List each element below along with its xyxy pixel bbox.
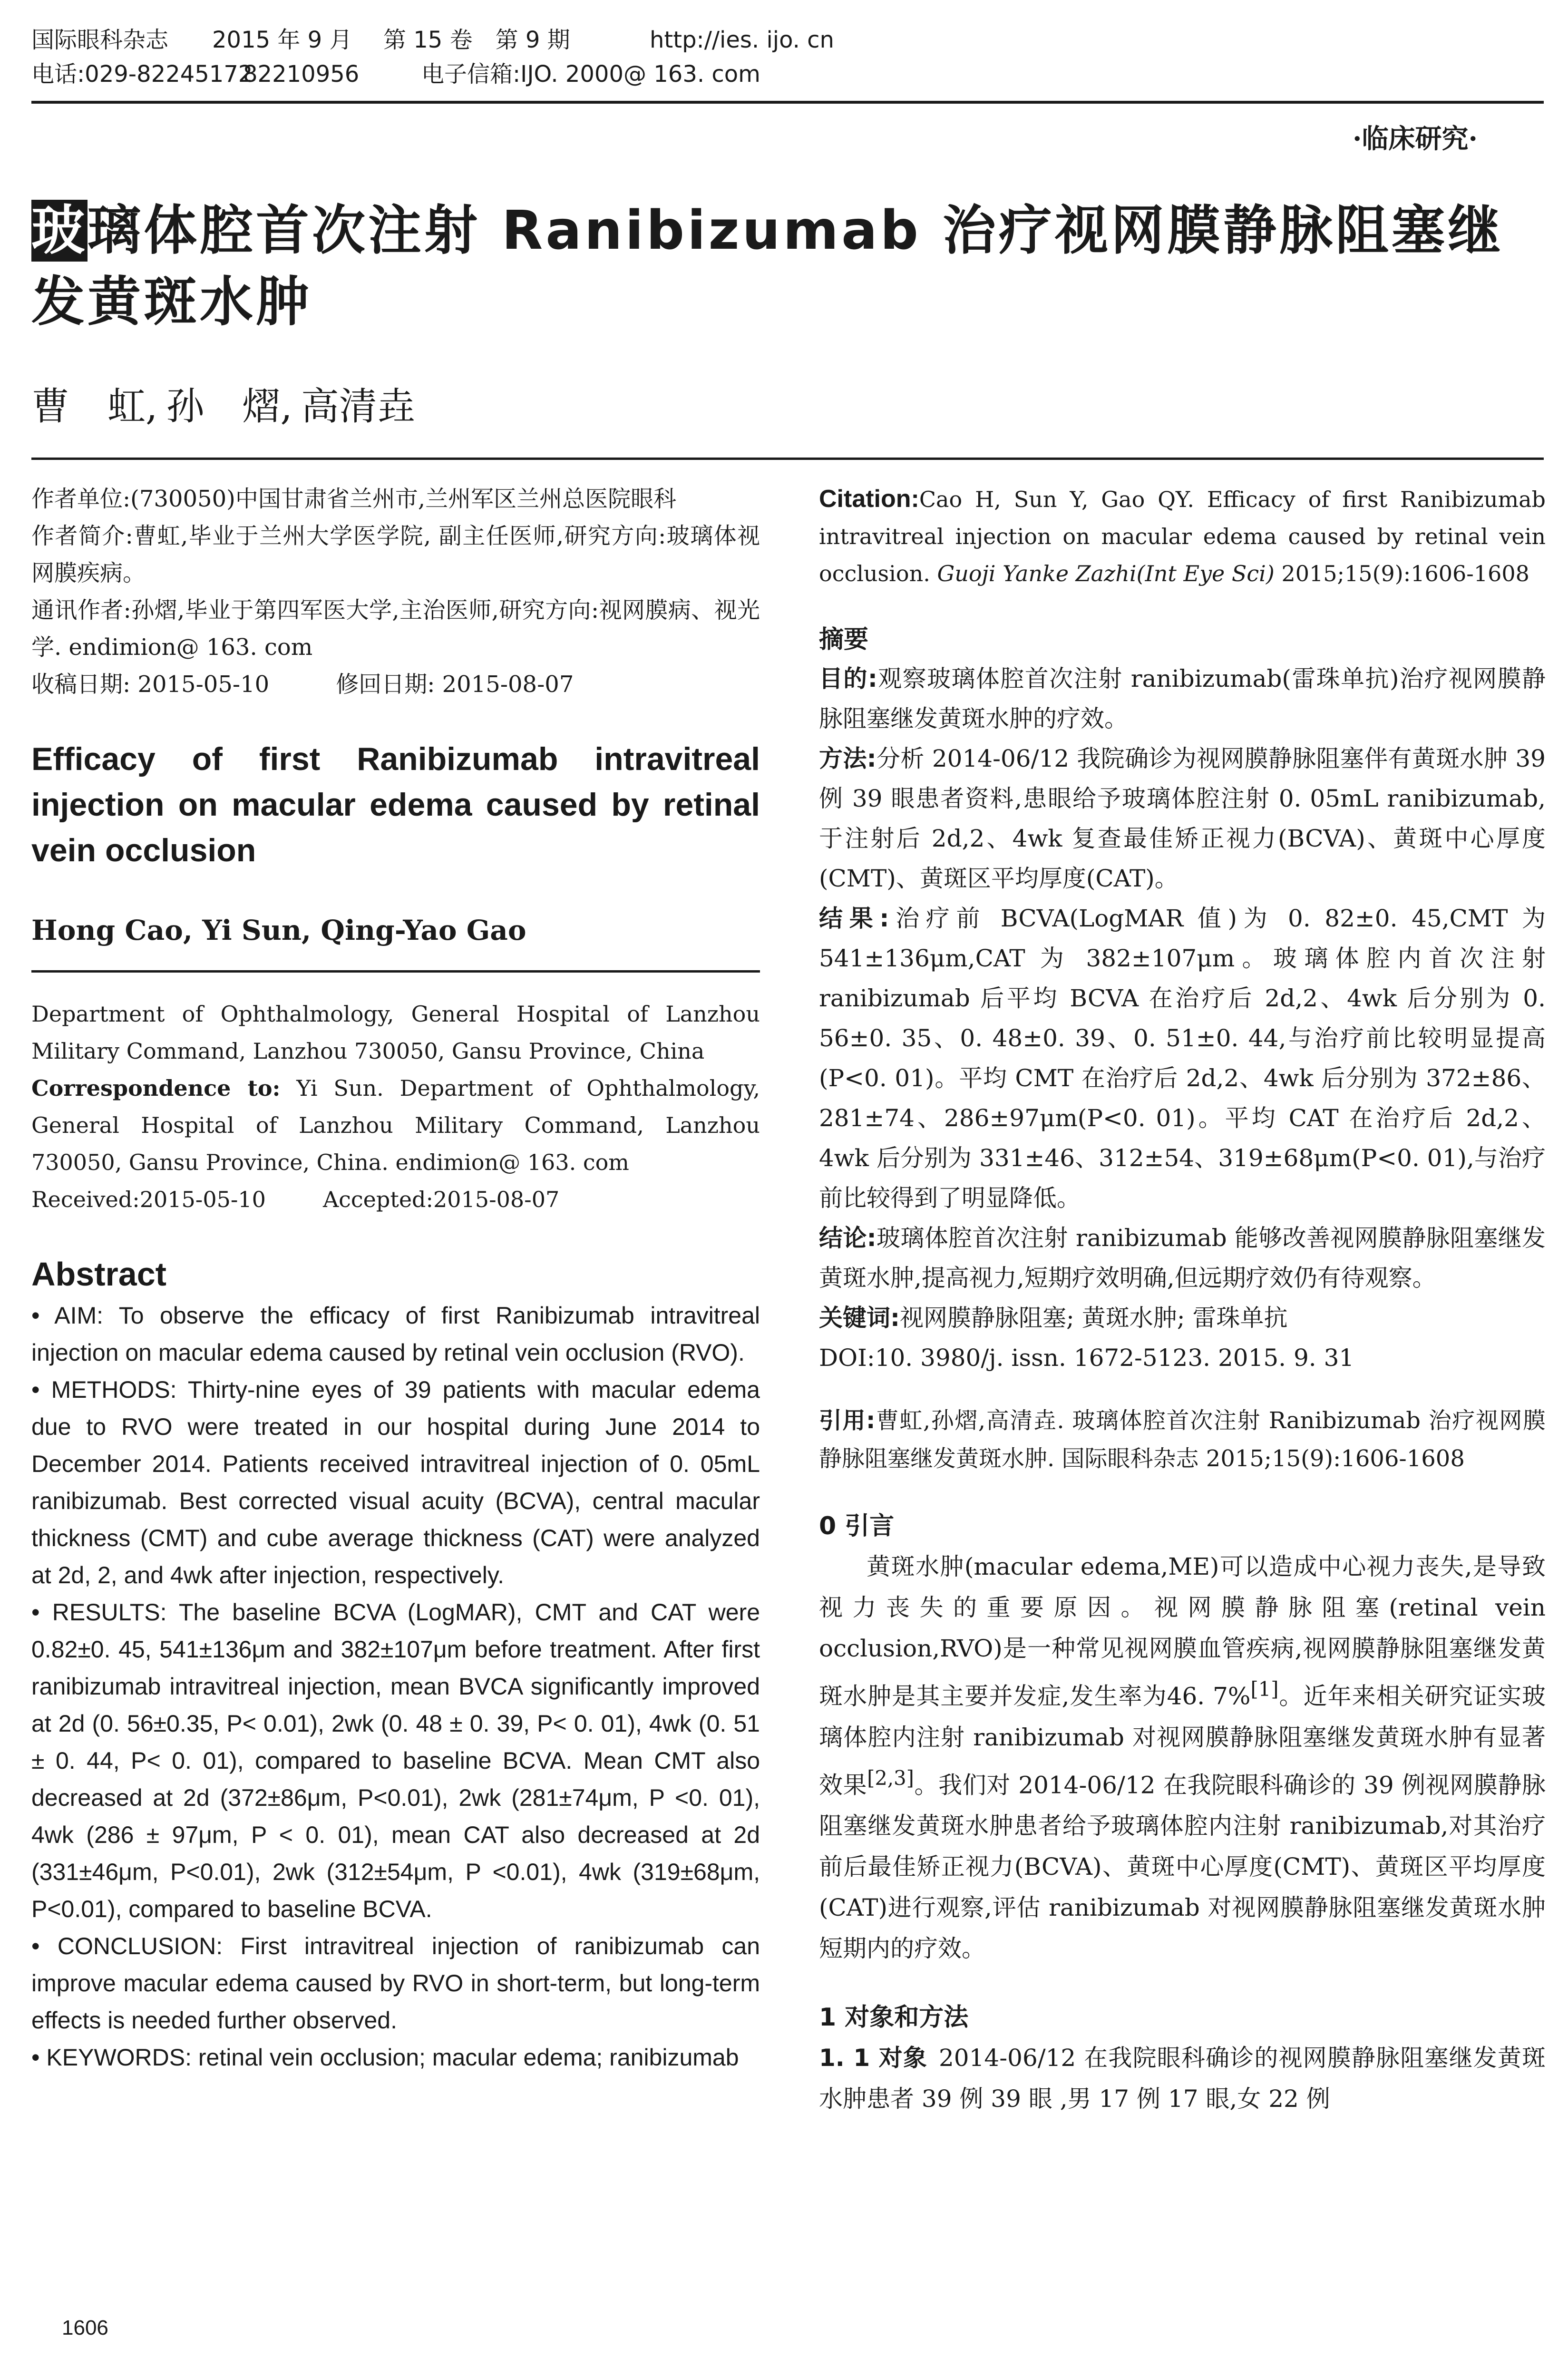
revised-date: 修回日期: 2015-08-07 (336, 671, 574, 698)
cn-conclusion-text: 玻璃体腔首次注射 ranibizumab 能够改善视网膜静脉阻塞继发黄斑水肿,提高视力,短期疗效明确,但远期疗效仍有待观察。 (819, 1224, 1546, 1292)
chinese-abstract (819, 659, 1546, 1378)
methods-section (819, 2037, 1546, 2119)
cn-aim-label: 目的: (819, 665, 877, 692)
english-authors-divider (31, 970, 760, 973)
cn-keywords (819, 1298, 1546, 1338)
volume-issue: 第 15 卷 第 9 期 (383, 27, 570, 53)
cn-results-label: 结果: (819, 905, 889, 932)
citation-tail: 2015;15(9):1606-1608 (1274, 561, 1529, 586)
intro-text-a: 黄斑水肿(macular edema,ME)可以造成中心视力丧失,是导致视力丧失的重要原因。视网膜静脉阻塞(retinal vein occlusion,RVO)是一种常见视网膜血管疾病,视网膜静脉阻塞继发黄斑水肿是其主要并发症,发生率为46. 7% (819, 1553, 1546, 1710)
cn-keywords-text: 视网膜静脉阻塞; 黄斑水肿; 雷珠单抗 (900, 1304, 1288, 1332)
phone-number: 电话:029-82245172 (31, 61, 253, 88)
abstract-methods: • METHODS: Thirty-nine eyes of 39 patients with macular edema due to RVO were treated in our hospital during June 2014 to December 2014. Patients received intravitreal injection of 0. 05mL ranibizumab. Best corrected visual acuity (BCVA), central macular thickness (CMT) and cube average thickness (CAT) were analyzed at 2d, 2, and 4wk after injection, respectively. (31, 1376, 760, 1588)
introduction (819, 1546, 1546, 1969)
section-tag: ·临床研究· (1353, 123, 1478, 155)
received-date: 收稿日期: 2015-05-10 (31, 671, 270, 698)
abstract-aim: • AIM: To observe the efficacy of first Ranibizumab intravitreal injection on macular edema caused by retinal vein occlusion (RVO). (31, 1302, 760, 1366)
page-number: 1606 (62, 2316, 108, 2339)
chinese-authors (31, 380, 424, 433)
cn-conclusion (819, 1218, 1546, 1298)
author-2: 孙 熠, (166, 384, 292, 429)
abstract-conclusion: • CONCLUSION: First intravitreal injection of ranibizumab can improve macular edema caused by RVO in short-term, but long-term effects is needed further observed. (31, 1933, 760, 2034)
article-dates (31, 666, 760, 703)
chinese-abstract-heading: 摘要 (819, 625, 869, 654)
author-1: 曹 虹, (31, 384, 158, 429)
author-unit: 作者单位:(730050)中国甘肃省兰州市,兰州军区兰州总医院眼科 (31, 486, 677, 512)
ref-2-3[interactable]: [2,3] (867, 1766, 914, 1790)
english-authors: Hong Cao, Yi Sun, Qing-Yao Gao (31, 914, 526, 946)
methods-subjects (819, 2037, 1546, 2119)
abstract-results: • RESULTS: The baseline BCVA (LogMAR), CMT and CAT were 0.82±0. 45, 541±136μm and 382±107μm before treatment. After first ranibizumab intravitreal injection, mean BVCA significantly improved at 2d (0. 56±0.35, P< 0.01), 2wk (0. 48 ± 0. 39, P< 0. 01), 4wk (0. 51 ± 0. 44, P< 0. 01), compared to baseline BCVA. Mean CMT also decreased at 2d (372±86μm, P<0.01), 2wk (281±74μm, P <0. 01), 4wk (286 ± 97μm, P < 0. 01), mean CAT also decreased at 2d (331±46μm, P<0.01), 2wk (312±54μm, P <0.01), 4wk (319±68μm, P<0.01), compared to baseline BCVA. (31, 1599, 760, 1922)
citation-text: Cao H, Sun Y, Gao QY. Efficacy of first Ranibizumab intravitreal injection on macular edema caused by retinal vein occlusion. (819, 487, 1546, 586)
cn-methods-label: 方法: (819, 745, 877, 772)
author-bio: 作者简介:曹虹,毕业于兰州大学医学院, 副主任医师,研究方向:玻璃体视网膜疾病。 (31, 523, 760, 586)
journal-name: 国际眼科杂志 (31, 27, 169, 53)
cn-methods (819, 739, 1546, 898)
en-dates (31, 1181, 760, 1218)
cn-conclusion-label: 结论: (819, 1224, 877, 1252)
journal-header (31, 23, 1544, 91)
journal-email: 电子信箱:IJO. 2000@ 163. com (421, 61, 760, 88)
cn-keywords-label: 关键词: (819, 1304, 900, 1332)
subjects-text: 2014-06/12 在我院眼科确诊的视网膜静脉阻塞继发黄斑水肿患者 39 例 39 眼 ,男 17 例 17 眼,女 22 例 (819, 2044, 1546, 2113)
intro-text-b: 。近年来相关研究证实玻璃体腔内注射 ranibizumab 对视网膜静脉阻塞继发黄斑水肿有显著效果 (819, 1682, 1546, 1799)
citation-journal: Guoji Yanke Zazhi(Int Eye Sci) (937, 561, 1275, 586)
abstract-keywords: • KEYWORDS: retinal vein occlusion; macular edema; ranibizumab (31, 2044, 739, 2071)
ref-1[interactable]: [1] (1250, 1677, 1279, 1701)
header-divider (31, 101, 1544, 104)
doi[interactable]: DOI:10. 3980/j. issn. 1672-5123. 2015. 9. 31 (819, 1344, 1354, 1372)
citation (819, 480, 1546, 592)
title-first-char: 玻 (31, 200, 88, 262)
en-received: Received:2015-05-10 (31, 1187, 266, 1212)
author-info (31, 480, 760, 703)
left-column (31, 480, 760, 2076)
correspondence (31, 1070, 760, 1181)
intro-text-c: 。我们对 2014-06/12 在我院眼科确诊的 39 例视网膜静脉阻塞继发黄斑水肿患者给予玻璃体腔内注射 ranibizumab,对其治疗前后最佳矫正视力(BCVA)、黄斑中心厚度(CMT)、黄斑区平均厚度(CAT)进行观察,评估 ranibizumab 对视网膜静脉阻塞继发黄斑水肿短期内的疗效。 (819, 1771, 1546, 1963)
corresponding-author: 通讯作者:孙熠,毕业于第四军医大学,主治医师,研究方向:视网膜病、视光学. endimion@ 163. com (31, 597, 760, 661)
subjects-label: 1. 1 对象 (819, 2044, 927, 2072)
methods-heading: 1 对象和方法 (819, 2003, 969, 2032)
intro-heading: 0 引言 (819, 1512, 895, 1540)
cn-results (819, 898, 1546, 1218)
author-3: 高清垚 (301, 384, 415, 429)
phone-number-2: 82210956 (243, 61, 360, 88)
cn-methods-text: 分析 2014-06/12 我院确诊为视网膜静脉阻塞伴有黄斑水肿 39 例 39 眼患者资料,患眼给予玻璃体腔注射 0. 05mL ranibizumab,于注射后 2d,2、4wk 复查最佳矫正视力(BCVA)、黄斑中心厚度(CMT)、黄斑区平均厚度(CAT)。 (819, 745, 1546, 892)
english-abstract (31, 1297, 760, 2076)
cn-aim (819, 659, 1546, 739)
cn-aim-text: 观察玻璃体腔首次注射 ranibizumab(雷珠单抗)治疗视网膜静脉阻塞继发黄斑水肿的疗效。 (819, 665, 1546, 732)
english-title: Efficacy of first Ranibizumab intravitreal injection on macular edema caused by retinal vein occlusion (31, 741, 760, 868)
abstract-heading: Abstract (31, 1256, 166, 1293)
title-divider (31, 458, 1544, 460)
correspondence-label: Correspondence to: (31, 1075, 281, 1101)
title-rest: 璃体腔首次注射 Ranibizumab 治疗视网膜静脉阻塞继发黄斑水肿 (31, 200, 1504, 333)
en-accepted: Accepted:2015-08-07 (322, 1187, 560, 1212)
right-column (819, 480, 1546, 2119)
correspondence-text: Yi Sun. Department of Ophthalmology, General Hospital of Lanzhou Military Command, Lanzhou 730050, Gansu Province, China. endimion@ 163. com (31, 1075, 760, 1175)
issue-date: 2015 年 9 月 (212, 27, 352, 53)
citation-label: Citation: (819, 485, 919, 513)
cn-results-text: 治疗前 BCVA(LogMAR 值)为 0. 82±0. 45,CMT 为 541±136μm,CAT 为 382±107μm。玻璃体腔内首次注射 ranibizumab 后平均 BCVA 在治疗后 2d,2、4wk 后分别为 0. 56±0. 35、0. 48±0. 39、0. 51±0. 44,与治疗前比较明显提高(P<0. 01)。平均 CMT 在治疗后 2d,2、4wk 后分别为 372±86、281±74、286±97μm(P<0. 01)。平均 CAT 在治疗后 2d,2、4wk 后分别为 331±46、312±54、319±68μm(P<0. 01),与治疗前比较得到了明显降低。 (819, 905, 1546, 1212)
cite-cn (819, 1402, 1546, 1478)
cite-text: 曹虹,孙熠,高清垚. 玻璃体腔首次注射 Ranibizumab 治疗视网膜静脉阻塞继发黄斑水肿. 国际眼科杂志 2015;15(9):1606-1608 (819, 1407, 1546, 1472)
affiliation (31, 995, 760, 1218)
chinese-title (31, 195, 1544, 338)
intro-paragraph (819, 1546, 1546, 1969)
department: Department of Ophthalmology, General Hospital of Lanzhou Military Command, Lanzhou 730050, Gansu Province, China (31, 1001, 760, 1064)
cite-label: 引用: (819, 1407, 876, 1434)
journal-url[interactable]: http://ies. ijo. cn (650, 27, 834, 53)
